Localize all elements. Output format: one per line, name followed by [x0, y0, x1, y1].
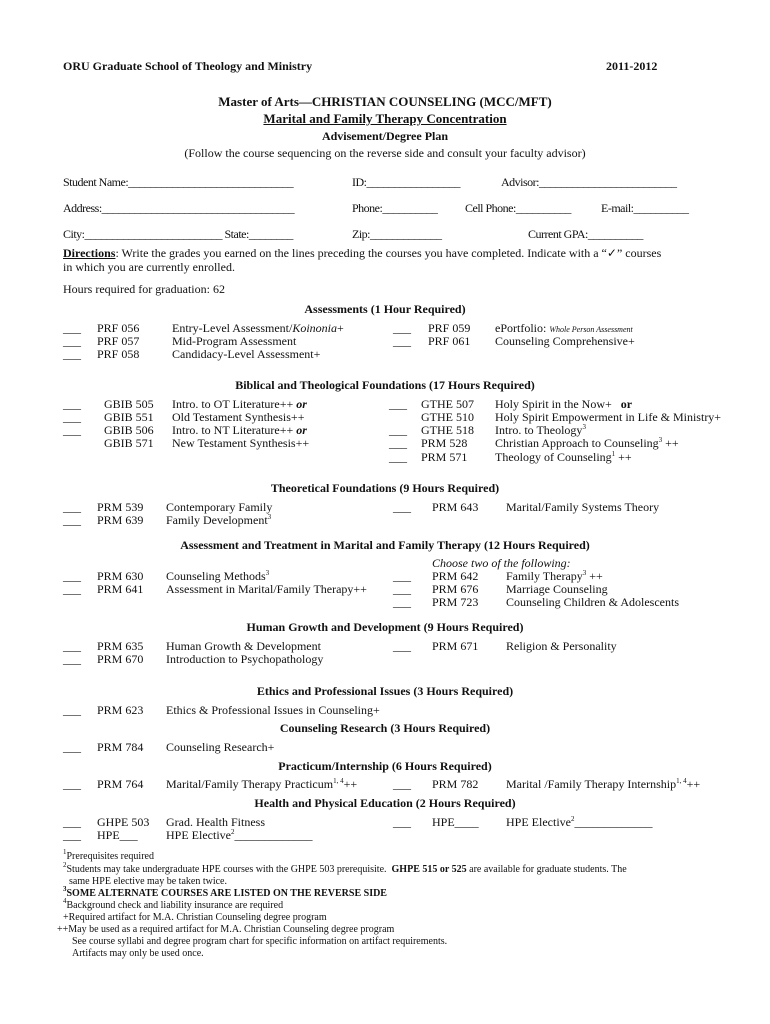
grade-blank[interactable]: ___ [63, 815, 81, 829]
footnote-2-cont: same HPE elective may be taken twice. [69, 876, 227, 887]
grade-blank[interactable]: ___ [63, 423, 81, 437]
grade-blank[interactable]: ___ [393, 569, 411, 583]
city-state-field[interactable]: City:_________________________ State:________ [63, 227, 293, 241]
course-code: GBIB 506 [104, 423, 154, 437]
footnote-artifacts-once: Artifacts may only be used once. [72, 948, 204, 959]
course-title: Candidacy-Level Assessment+ [172, 347, 321, 361]
id-field[interactable]: ID:_________________ [352, 175, 460, 189]
course-title: Christian Approach to Counseling$^3$ ++ [495, 436, 679, 450]
section-heading-human-growth: Human Growth and Development (9 Hours Required) [246, 620, 524, 634]
directions-line-2: in which you are currently enrolled. [63, 260, 235, 274]
course-code: GBIB 571 [104, 436, 154, 450]
course-title: New Testament Synthesis++ [172, 436, 310, 450]
course-code: GTHE 510 [421, 410, 474, 424]
course-title: Marriage Counseling [506, 582, 608, 596]
course-title: ePortfolio: Whole Person Assessment [495, 321, 633, 335]
gpa-field[interactable]: Current GPA:__________ [528, 227, 643, 241]
course-title: Mid-Program Assessment [172, 334, 297, 348]
footnote-4: $^4$Background check and liability insurance are required [63, 897, 284, 911]
course-code: PRM 764 [97, 777, 144, 791]
course-title: Intro. to NT Literature++ or [172, 423, 307, 437]
section-heading-theoretical: Theoretical Foundations (9 Hours Required) [270, 481, 500, 495]
grade-blank[interactable]: ___ [393, 334, 411, 348]
plan-title: Advisement/Degree Plan [321, 129, 449, 143]
footnote-syllabi: See course syllabi and degree program chart for specific information on artifact requirements. [72, 936, 448, 947]
course-title: Counseling Children & Adolescents [506, 595, 679, 609]
grade-blank[interactable]: ___ [393, 321, 411, 335]
grade-blank[interactable]: ___ [393, 582, 411, 596]
grade-blank[interactable]: ___ [393, 639, 411, 653]
grade-blank[interactable]: ___ [63, 569, 81, 583]
course-code: PRM 784 [97, 740, 144, 754]
course-code[interactable]: HPE___ [97, 828, 138, 842]
course-title: Counseling Comprehensive+ [495, 334, 635, 348]
course-code: GHPE 503 [97, 815, 150, 829]
section-heading-research: Counseling Research (3 Hours Required) [279, 721, 491, 735]
phone-field[interactable]: Phone:__________ [352, 201, 438, 215]
grade-blank[interactable]: ___ [63, 652, 81, 666]
course-code: GBIB 551 [104, 410, 154, 424]
course-code: PRM 782 [432, 777, 479, 791]
grade-blank[interactable]: ___ [63, 777, 81, 791]
directions-label: Directions [63, 246, 116, 260]
zip-field[interactable]: Zip:_____________ [352, 227, 442, 241]
cell-phone-field[interactable]: Cell Phone:__________ [465, 201, 571, 215]
course-code: PRM 671 [432, 639, 479, 653]
course-title: Introduction to Psychopathology [166, 652, 324, 666]
course-code: PRM 623 [97, 703, 144, 717]
grade-blank[interactable]: ___ [393, 777, 411, 791]
course-title: Human Growth & Development [166, 639, 321, 653]
course-code: PRM 641 [97, 582, 144, 596]
course-code: GTHE 518 [421, 423, 474, 437]
plan-instruction: (Follow the course sequencing on the reverse side and consult your faculty advisor) [184, 146, 586, 160]
grade-blank[interactable]: ___ [63, 321, 81, 335]
course-code[interactable]: HPE____ [432, 815, 479, 829]
course-title: Ethics & Professional Issues in Counseling+ [166, 703, 380, 717]
course-title: Assessment in Marital/Family Therapy++ [166, 582, 367, 596]
course-title: Marital /Family Therapy Internship$^{1, 4}$++ [506, 777, 701, 791]
course-title: Holy Spirit in the Now+ or [495, 397, 633, 411]
course-code: PRM 723 [432, 595, 479, 609]
section-heading-ethics: Ethics and Professional Issues (3 Hours Required) [256, 684, 514, 698]
course-code: PRF 059 [428, 321, 471, 335]
student-name-field[interactable]: Student Name:______________________________ [63, 175, 294, 189]
footnote-optional-artifact: ++May be used as a required artifact for M.A. Christian Counseling degree program [57, 924, 395, 935]
course-code: PRM 528 [421, 436, 468, 450]
course-title: Grad. Health Fitness [166, 815, 265, 829]
course-title[interactable]: HPE Elective$^2$_____________ [506, 815, 653, 829]
directions-line-1 [63, 246, 661, 260]
course-title: Religion & Personality [506, 639, 617, 653]
section-heading-assessment-treatment: Assessment and Treatment in Marital and Family Therapy (12 Hours Required) [180, 538, 590, 552]
course-code: GTHE 507 [421, 397, 474, 411]
grade-blank[interactable]: ___ [63, 347, 81, 361]
footnote-1: $^1$Prerequisites required [63, 848, 154, 862]
course-code: PRM 539 [97, 500, 144, 514]
course-code: PRF 057 [97, 334, 140, 348]
course-title: Theology of Counseling$^1$ ++ [495, 450, 632, 464]
grade-blank[interactable]: ___ [63, 500, 81, 514]
course-title: Counseling Methods$^3$ [166, 569, 270, 583]
course-code: PRF 058 [97, 347, 140, 361]
program-title: Master of Arts—CHRISTIAN COUNSELING (MCC/MFT) [218, 94, 552, 109]
course-title: Family Development$^3$ [166, 513, 272, 527]
grade-blank[interactable]: ___ [389, 423, 407, 437]
course-title: Family Therapy$^3$ ++ [506, 569, 603, 583]
course-code: PRM 670 [97, 652, 144, 666]
section-heading-assessments: Assessments (1 Hour Required) [304, 302, 466, 316]
course-title: Marital/Family Therapy Practicum$^{1, 4}$++ [166, 777, 358, 791]
course-code: PRM 643 [432, 500, 479, 514]
course-code: PRM 676 [432, 582, 479, 596]
grade-blank[interactable]: ___ [393, 815, 411, 829]
address-field[interactable]: Address:___________________________________ [63, 201, 295, 215]
course-title: Counseling Research+ [166, 740, 275, 754]
course-title: Holy Spirit Empowerment in Life & Ministry+ [495, 410, 722, 424]
grade-blank[interactable]: ___ [63, 582, 81, 596]
grade-blank[interactable]: ___ [63, 639, 81, 653]
school-name: ORU Graduate School of Theology and Ministry [63, 59, 313, 73]
course-title: Marital/Family Systems Theory [506, 500, 660, 514]
grade-blank[interactable]: ___ [63, 410, 81, 424]
course-title: Contemporary Family [166, 500, 273, 514]
grade-blank[interactable]: ___ [389, 450, 407, 464]
hours-required: Hours required for graduation: 62 [63, 282, 225, 296]
section-heading-biblical: Biblical and Theological Foundations (17 Hours Required) [235, 378, 535, 392]
grade-blank[interactable]: ___ [63, 703, 81, 717]
academic-year: 2011-2012 [606, 59, 658, 73]
course-code: PRM 639 [97, 513, 144, 527]
email-field[interactable]: E-mail:__________ [601, 201, 689, 215]
footnote-2: $^2$Students may take undergraduate HPE courses with the GHPE 503 prerequisite. GHPE 515 or 525 are available for graduate students. The [63, 861, 627, 875]
course-code: PRM 630 [97, 569, 144, 583]
course-title: Old Testament Synthesis++ [172, 410, 305, 424]
choose-two-note: Choose two of the following: [432, 556, 571, 570]
course-code: PRM 571 [421, 450, 468, 464]
course-title: Intro. to Theology$^3$ [495, 423, 586, 437]
course-code: GBIB 505 [104, 397, 154, 411]
course-code: PRM 642 [432, 569, 479, 583]
course-code: PRF 056 [97, 321, 140, 335]
footnote-3: $^3$SOME ALTERNATE COURSES ARE LISTED ON THE REVERSE SIDE [63, 885, 387, 899]
grade-blank[interactable]: ___ [393, 595, 411, 609]
program-subtitle: Marital and Family Therapy Concentration [263, 111, 507, 126]
grade-blank[interactable]: ___ [389, 436, 407, 450]
grade-blank[interactable]: ___ [63, 334, 81, 348]
course-code: PRM 635 [97, 639, 144, 653]
section-heading-practicum: Practicum/Internship (6 Hours Required) [278, 759, 492, 773]
course-code: PRF 061 [428, 334, 471, 348]
course-title[interactable]: HPE Elective$^2$_____________ [166, 828, 313, 842]
grade-blank[interactable]: ___ [393, 500, 411, 514]
section-heading-hpe: Health and Physical Education (2 Hours Required) [254, 796, 516, 810]
course-title: Intro. to OT Literature++ or [172, 397, 307, 411]
advisor-field[interactable]: Advisor:_________________________ [501, 175, 677, 189]
grade-blank[interactable]: ___ [63, 397, 81, 411]
grade-blank[interactable]: ___ [63, 513, 81, 527]
directions-text: : Write the grades you earned on the lines preceding the courses you have completed. Indicate with a “✓” courses [115, 246, 662, 260]
grade-blank[interactable]: ___ [63, 740, 81, 754]
course-title: Entry-Level Assessment/Koinonia+ [172, 321, 344, 335]
grade-blank[interactable]: ___ [63, 828, 81, 842]
grade-blank[interactable]: ___ [389, 397, 407, 411]
footnote-required-artifact: +Required artifact for M.A. Christian Counseling degree program [63, 912, 327, 923]
